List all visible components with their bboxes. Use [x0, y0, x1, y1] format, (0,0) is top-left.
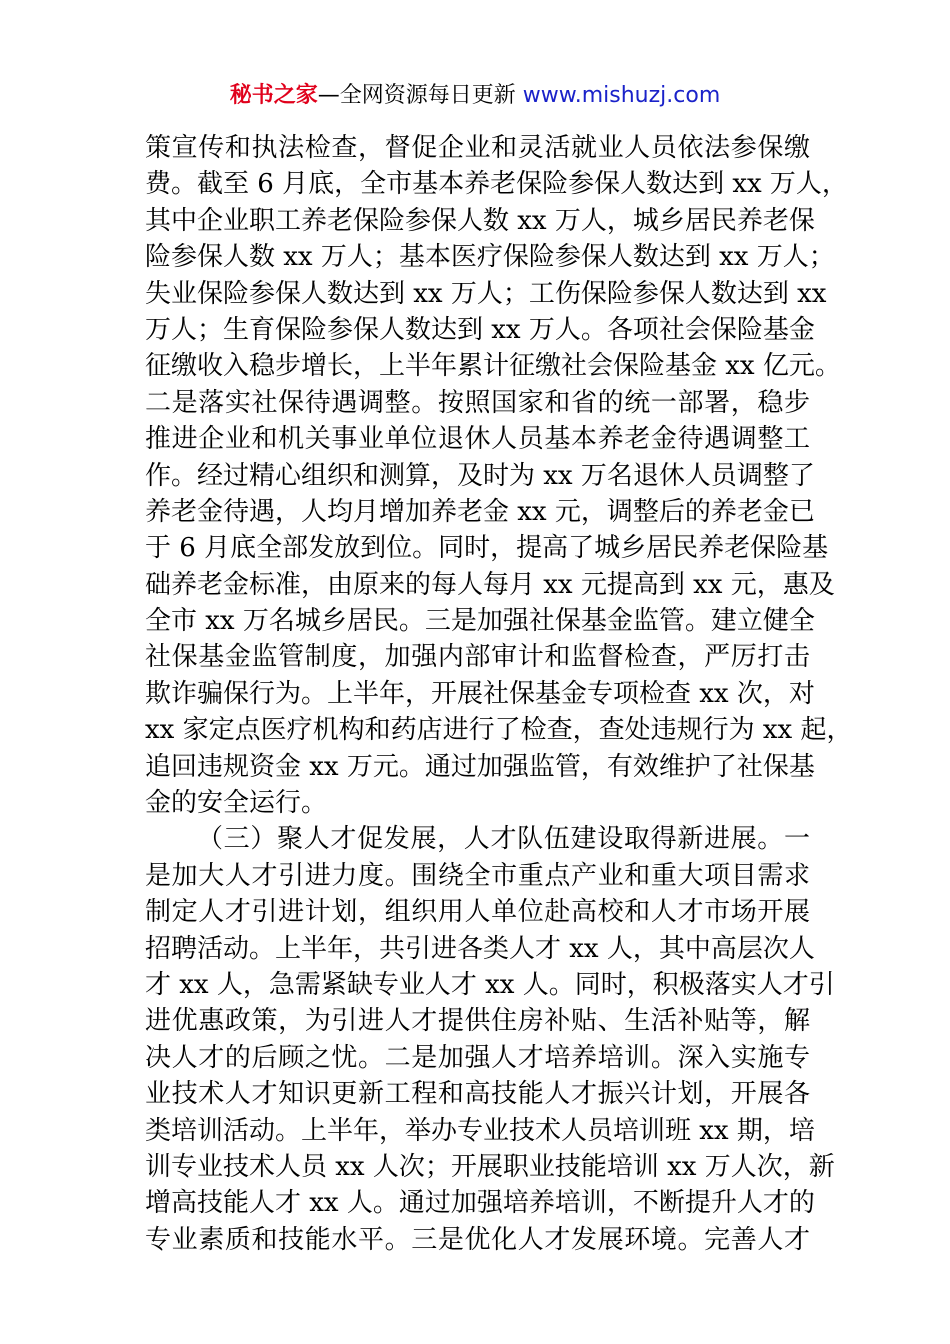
text-line: 训专业技术人员 xx 人次；开展职业技能培训 xx 万人次，新: [145, 1151, 835, 1182]
text-line: xx 家定点医疗机构和药店进行了检查，查处违规行为 xx 起，: [145, 715, 853, 746]
text-line: 失业保险参保人数达到 xx 万人；工伤保险参保人数达到 xx: [145, 278, 827, 309]
header-tagline: —全网资源每日更新: [317, 83, 516, 108]
brand-name: 秘书之家: [229, 83, 318, 108]
text-line: 养老金待遇，人均月增加养老金 xx 元，调整后的养老金已: [145, 496, 815, 527]
text-line: 增高技能人才 xx 人。通过加强培养培训，不断提升人才的: [145, 1188, 815, 1219]
site-url-link[interactable]: www.mishuzj.com: [522, 83, 721, 108]
text-line: 金的安全运行。: [145, 788, 328, 819]
text-line: 其中企业职工养老保险参保人数 xx 万人，城乡居民养老保: [145, 205, 815, 236]
text-line: 是加大人才引进力度。围绕全市重点产业和重大项目需求: [145, 860, 810, 891]
text-line: 制定人才引进计划，组织用人单位赴高校和人才市场开展: [145, 897, 810, 928]
text-line: 策宣传和执法检查，督促企业和灵活就业人员依法参保缴: [145, 133, 810, 163]
text-line: 类培训活动。上半年，举办专业技术人员培训班 xx 期，培: [145, 1115, 815, 1146]
text-line: 欺诈骗保行为。上半年，开展社保基金专项检查 xx 次，对: [145, 678, 815, 709]
text-line: 二是落实社保待遇调整。按照国家和省的统一部署，稳步: [145, 387, 810, 418]
text-line: 础养老金标准，由原来的每人每月 xx 元提高到 xx 元，惠及: [145, 569, 835, 600]
text-line: 险参保人数 xx 万人；基本医疗保险参保人数达到 xx 万人；: [145, 242, 835, 273]
text-line: 招聘活动。上半年，共引进各类人才 xx 人，其中高层次人: [145, 933, 815, 964]
page-header: [0, 80, 950, 112]
text-line: 全市 xx 万名城乡居民。三是加强社保基金监管。建立健全: [145, 606, 815, 637]
text-line: 作。经过精心组织和测算，及时为 xx 万名退休人员调整了: [145, 460, 815, 491]
text-line: 于 6 月底全部发放到位。同时，提高了城乡居民养老保险基: [145, 533, 829, 564]
text-line: 征缴收入稳步增长，上半年累计征缴社会保险基金 xx 亿元。: [145, 351, 841, 382]
text-line: 社保基金监管制度，加强内部审计和监督检查，严厉打击: [145, 642, 810, 673]
text-line: 进优惠政策，为引进人才提供住房补贴、生活补贴等，解: [145, 1006, 810, 1037]
text-line: 专业素质和技能水平。三是优化人才发展环境。完善人才: [145, 1224, 810, 1255]
text-line: 推进企业和机关事业单位退休人员基本养老金待遇调整工: [145, 424, 810, 455]
text-line: 费。截至 6 月底，全市基本养老保险参保人数达到 xx 万人，: [145, 169, 848, 200]
text-line: 业技术人才知识更新工程和高技能人才振兴计划，开展各: [145, 1079, 810, 1110]
body-text: [145, 130, 853, 1258]
text-line: 才 xx 人，急需紧缺专业人才 xx 人。同时，积极落实人才引: [145, 969, 835, 1000]
text-line: 万人；生育保险参保人数达到 xx 万人。各项社会保险基金: [145, 314, 815, 345]
section-heading-line: （三）聚人才促发展，人才队伍建设取得新进展。一: [197, 824, 810, 855]
text-line: 决人才的后顾之忧。二是加强人才培养培训。深入实施专: [145, 1042, 810, 1073]
text-line: 追回违规资金 xx 万元。通过加强监管，有效维护了社保基: [145, 751, 815, 782]
